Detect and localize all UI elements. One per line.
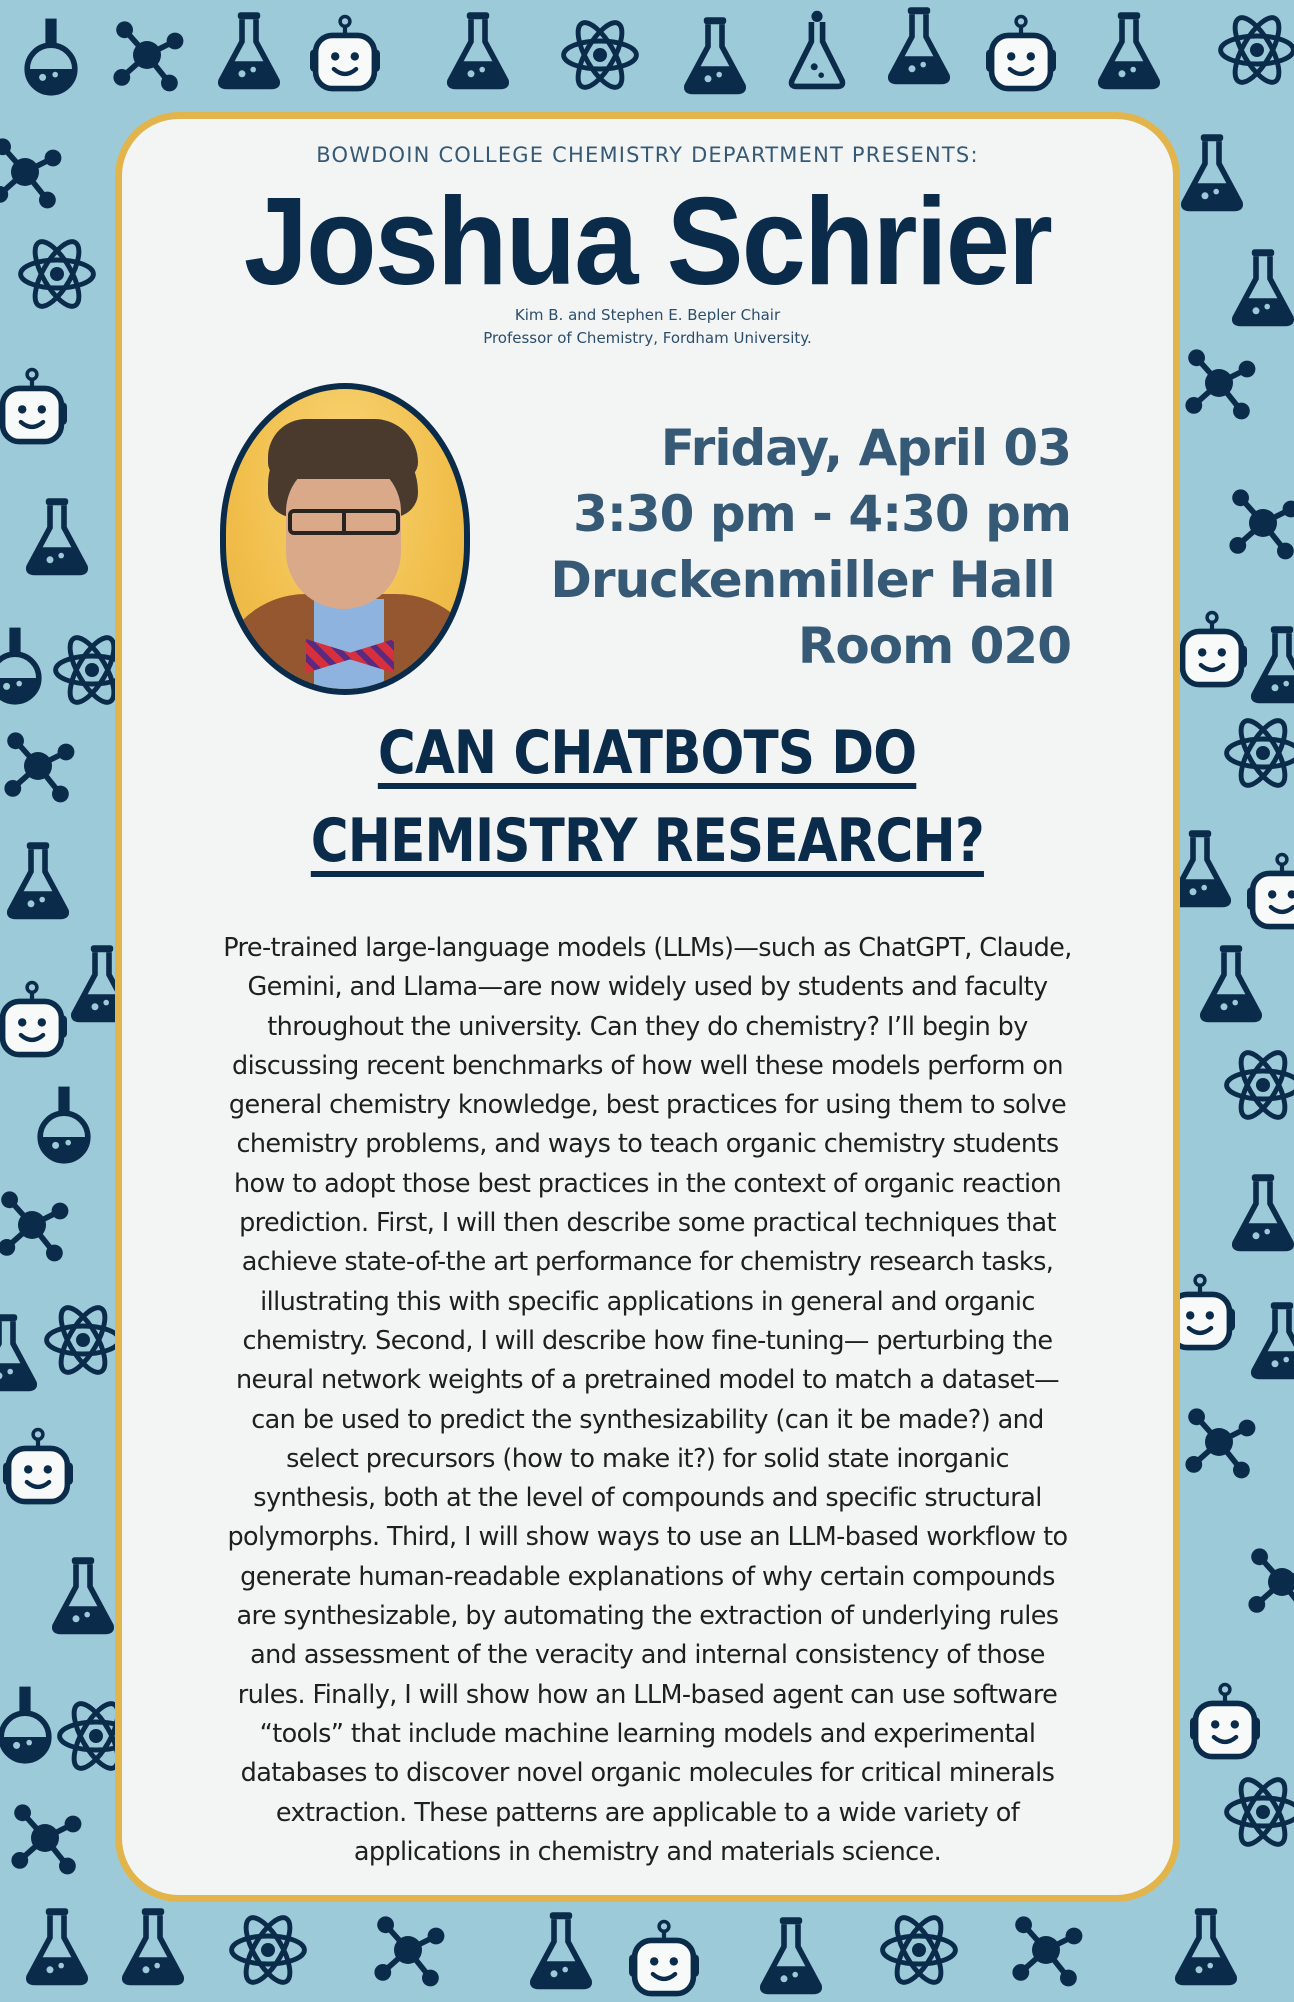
flask-icon: [1240, 1298, 1294, 1382]
event-time: 3:30 pm - 4:30 pm: [573, 485, 1071, 543]
flask-icon: [877, 3, 961, 87]
flask-icon: [1170, 130, 1254, 214]
flask-icon: [0, 1310, 48, 1394]
abstract-line: rules. Finally, I will show how an LLM-based agent can use software: [237, 1679, 1058, 1710]
abstract-line: throughout the university. Can they do chemistry? I’ll begin by: [267, 1011, 1028, 1042]
molecule-icon: [1177, 341, 1261, 425]
atom-icon: [1215, 8, 1294, 92]
robot-icon: [1183, 1681, 1267, 1765]
event-details: [550, 415, 1071, 679]
flask-icon: [1221, 245, 1294, 329]
flask-icon: [1164, 1904, 1248, 1988]
round-flask-icon: [22, 1081, 106, 1165]
talk-title-line2: CHEMISTRY RESEARCH?: [310, 806, 985, 876]
atom-icon: [558, 13, 642, 97]
abstract-line: “tools” that include machine learning models and experimental: [259, 1718, 1036, 1749]
flask-icon: [15, 1904, 99, 1988]
atom-icon: [41, 1298, 125, 1382]
abstract-line: general chemistry knowledge, best practices for using them to solve: [228, 1090, 1067, 1121]
robot-icon: [0, 366, 74, 450]
robot-icon: [979, 13, 1063, 97]
flask-icon: [207, 8, 291, 92]
flask-icon: [41, 1553, 125, 1637]
event-date: Friday, April 03: [660, 419, 1071, 477]
atom-icon: [15, 232, 99, 316]
flask-icon: [1221, 1170, 1294, 1254]
molecule-icon: [1221, 481, 1294, 565]
poster-card: [115, 112, 1180, 1902]
molecule-icon: [0, 130, 67, 214]
molecule-icon: [105, 13, 189, 97]
molecule-icon: [3, 1796, 87, 1880]
robot-icon: [1240, 851, 1294, 935]
abstract-line: prediction. First, I will then describe some practical techniques that: [239, 1208, 1056, 1239]
round-flask-icon: [9, 13, 93, 97]
molecule-icon: [1240, 1540, 1294, 1624]
flask-icon: [673, 13, 757, 97]
abstract-line: neural network weights of a pretrained model to match a dataset—: [235, 1365, 1060, 1396]
robot-icon: [622, 1918, 706, 2002]
event-building: Druckenmiller Hall: [550, 551, 1071, 609]
abstract-line: are synthesizable, by automating the extraction of underlying rules: [236, 1601, 1059, 1632]
abstract-line: synthesis, both at the level of compounds and specific structural: [253, 1483, 1042, 1514]
flask-icon: [436, 8, 520, 92]
atom-icon: [1221, 1770, 1294, 1854]
abstract-line: databases to discover novel organic molecules for critical minerals: [240, 1758, 1055, 1789]
atom-icon: [877, 1908, 961, 1992]
robot-icon: [0, 979, 74, 1063]
speaker-chair: Kim B. and Stephen E. Bepler Chair: [514, 306, 781, 324]
flask-icon: [1240, 622, 1294, 706]
flask-icon: [1087, 8, 1171, 92]
flask-icon: [0, 838, 80, 922]
flask-icon: [1189, 941, 1273, 1025]
atom-icon: [1221, 1043, 1294, 1127]
speaker-photo: [220, 383, 470, 695]
molecule-icon: [0, 1183, 74, 1267]
flask-icon: [111, 1904, 195, 1988]
abstract-line: applications in chemistry and materials science.: [353, 1836, 942, 1867]
abstract-line: can be used to predict the synthesizability (can it be made?) and: [251, 1404, 1044, 1435]
event-room: Room 020: [797, 617, 1071, 675]
abstract-line: discussing recent benchmarks of how well these models perform on: [232, 1050, 1063, 1081]
speaker-affiliation: Professor of Chemistry, Fordham University.: [483, 329, 812, 347]
talk-title-line1: CAN CHATBOTS DO: [378, 718, 917, 788]
abstract-line: Pre-trained large-language models (LLMs)—such as ChatGPT, Claude,: [223, 933, 1072, 963]
abstract-line: Gemini, and Llama—are now widely used by students and faculty: [247, 972, 1048, 1003]
abstract-line: and assessment of the veracity and internal consistency of those: [250, 1640, 1045, 1671]
abstract-line: achieve state-of-the art performance for chemistry research tasks,: [241, 1247, 1054, 1278]
robot-icon: [303, 13, 387, 97]
flask-icon: [519, 1908, 603, 1992]
molecule-icon: [366, 1908, 450, 1992]
molecule-icon: [1177, 1400, 1261, 1484]
presenter-line: BOWDOIN COLLEGE CHEMISTRY DEPARTMENT PRESENTS:: [316, 143, 979, 167]
abstract-line: chemistry. Second, I will describe how fine-tuning— perturbing the: [242, 1325, 1053, 1356]
speaker-name: Joshua Schrier: [243, 173, 1052, 311]
flask-icon: [15, 494, 99, 578]
flask-icon: [749, 1913, 833, 1997]
abstract-line: chemistry problems, and ways to teach organic chemistry students: [236, 1129, 1059, 1160]
robot-icon: [0, 1426, 80, 1510]
talk-abstract: [144, 929, 1151, 1872]
abstract-line: illustrating this with specific applications in general and organic: [260, 1286, 1035, 1317]
molecule-icon: [0, 724, 80, 808]
abstract-line: how to adopt those best practices in the context of organic reaction: [233, 1168, 1062, 1199]
abstract-line: extraction. These patterns are applicable to a wide variety of: [275, 1797, 1020, 1828]
atom-icon: [1221, 711, 1294, 795]
flask-outline-icon: [775, 8, 859, 92]
talk-title: [122, 709, 1173, 885]
abstract-line: select precursors (how to make it?) for solid state inorganic: [286, 1443, 1009, 1474]
abstract-line: polymorphs. Third, I will show ways to use an LLM-based workflow to: [227, 1522, 1068, 1553]
round-flask-icon: [0, 622, 57, 706]
atom-icon: [226, 1908, 310, 1992]
molecule-icon: [1004, 1908, 1088, 1992]
abstract-line: generate human-readable explanations of why certain compounds: [240, 1561, 1055, 1592]
